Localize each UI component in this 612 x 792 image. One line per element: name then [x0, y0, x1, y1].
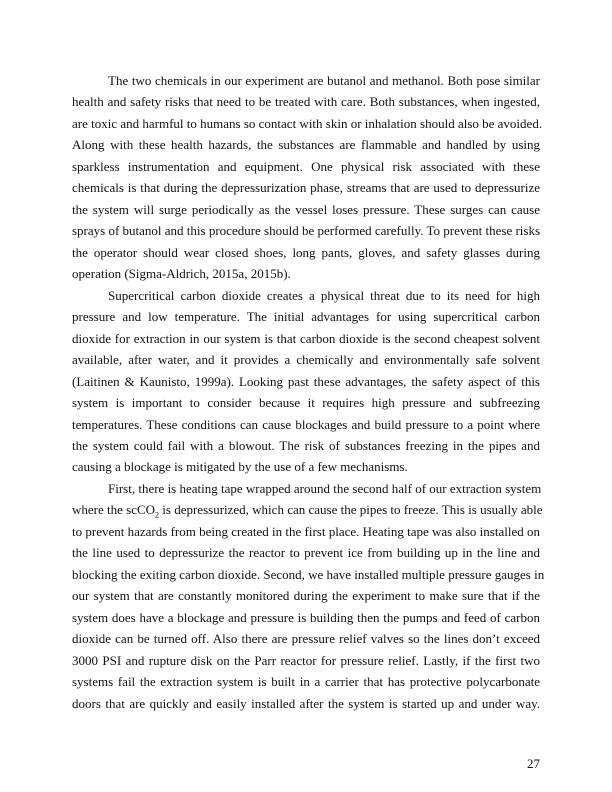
text-span: is depressurized, which can cause the pipes to freeze. This is usually able [159, 502, 543, 518]
text-line: operation (Sigma-Aldrich, 2015a, 2015b). [72, 266, 291, 282]
page-number: 27 [527, 756, 540, 771]
text-line: our system that are constantly monitored during the experiment to make sure that if the [72, 588, 540, 604]
text-line [72, 499, 543, 520]
text-line: health and safety risks that need to be treated with care. Both substances, when ingested, [72, 94, 540, 110]
paragraph-2 [72, 285, 540, 478]
text-line: 3000 PSI and rupture disk on the Parr reactor for pressure relief. Lastly, if the first two [72, 652, 540, 668]
text-line: are toxic and harmful to humans so contact with skin or inhalation should also be avoided. [72, 115, 543, 131]
text-line: (Laitinen & Kaunisto, 1999a). Looking past these advantages, the safety aspect of this [72, 373, 540, 389]
text-line: the operator should wear closed shoes, long pants, gloves, and safety glasses during [72, 244, 540, 260]
text-line: causing a blockage is mitigated by the use of a few mechanisms. [72, 459, 408, 475]
text-line: chemicals is that during the depressurization phase, streams that are used to depressurize [72, 180, 540, 196]
text-line: the system will surge periodically as the vessel loses pressure. These surges can cause [72, 201, 540, 217]
text-line: temperatures. These conditions can cause blockages and build pressure to a point where [72, 416, 540, 432]
text-line: The two chemicals in our experiment are butanol and methanol. Both pose similar [108, 73, 540, 88]
text-line: dioxide for extraction in our system is that carbon dioxide is the second cheapest solvent [72, 330, 540, 346]
subscript: 2 [155, 510, 160, 520]
paragraph-1 [72, 70, 543, 285]
text-line: sprays of butanol and this procedure should be performed carefully. To prevent these risks [72, 223, 541, 239]
text-line: sparkless instrumentation and equipment. One physical risk associated with these [72, 158, 540, 174]
text-line: pressure and low temperature. The initial advantages for using supercritical carbon [72, 309, 540, 325]
document-body [72, 70, 545, 714]
text-line: Supercritical carbon dioxide creates a physical threat due to its need for high [108, 287, 540, 303]
text-line: system does have a blockage and pressure is building then the pumps and feed of carbon [72, 609, 540, 625]
text-line: available, after water, and it provides a chemically and environmentally safe solvent [72, 352, 540, 368]
text-span: where the scCO [72, 502, 156, 518]
text-line: the line used to depressurize the reactor to prevent ice from building up in the line and [72, 545, 540, 561]
paragraph-3 [72, 478, 545, 714]
text-line: the system could fail with a blowout. The risk of substances freezing in the pipes and [72, 437, 540, 453]
text-line: blocking the exiting carbon dioxide. Second, we have installed multiple pressure gauges in [72, 566, 545, 582]
text-line: Along with these health hazards, the substances are flammable and handled by using [72, 137, 540, 153]
text-line: to prevent hazards from being created in the first place. Heating tape was also installed on [72, 523, 540, 539]
text-line: systems fail the extraction system is built in a carrier that has protective polycarbonate [72, 674, 540, 690]
text-line: First, there is heating tape wrapped around the second half of our extraction system [108, 480, 542, 496]
text-line: doors that are quickly and easily installed after the system is started up and under way. [72, 695, 540, 711]
text-line: system is important to consider because it requires high pressure and subfreezing [72, 395, 540, 411]
text-line: dioxide can be turned off. Also there are pressure relief valves so the lines don’t exceed [72, 631, 540, 647]
